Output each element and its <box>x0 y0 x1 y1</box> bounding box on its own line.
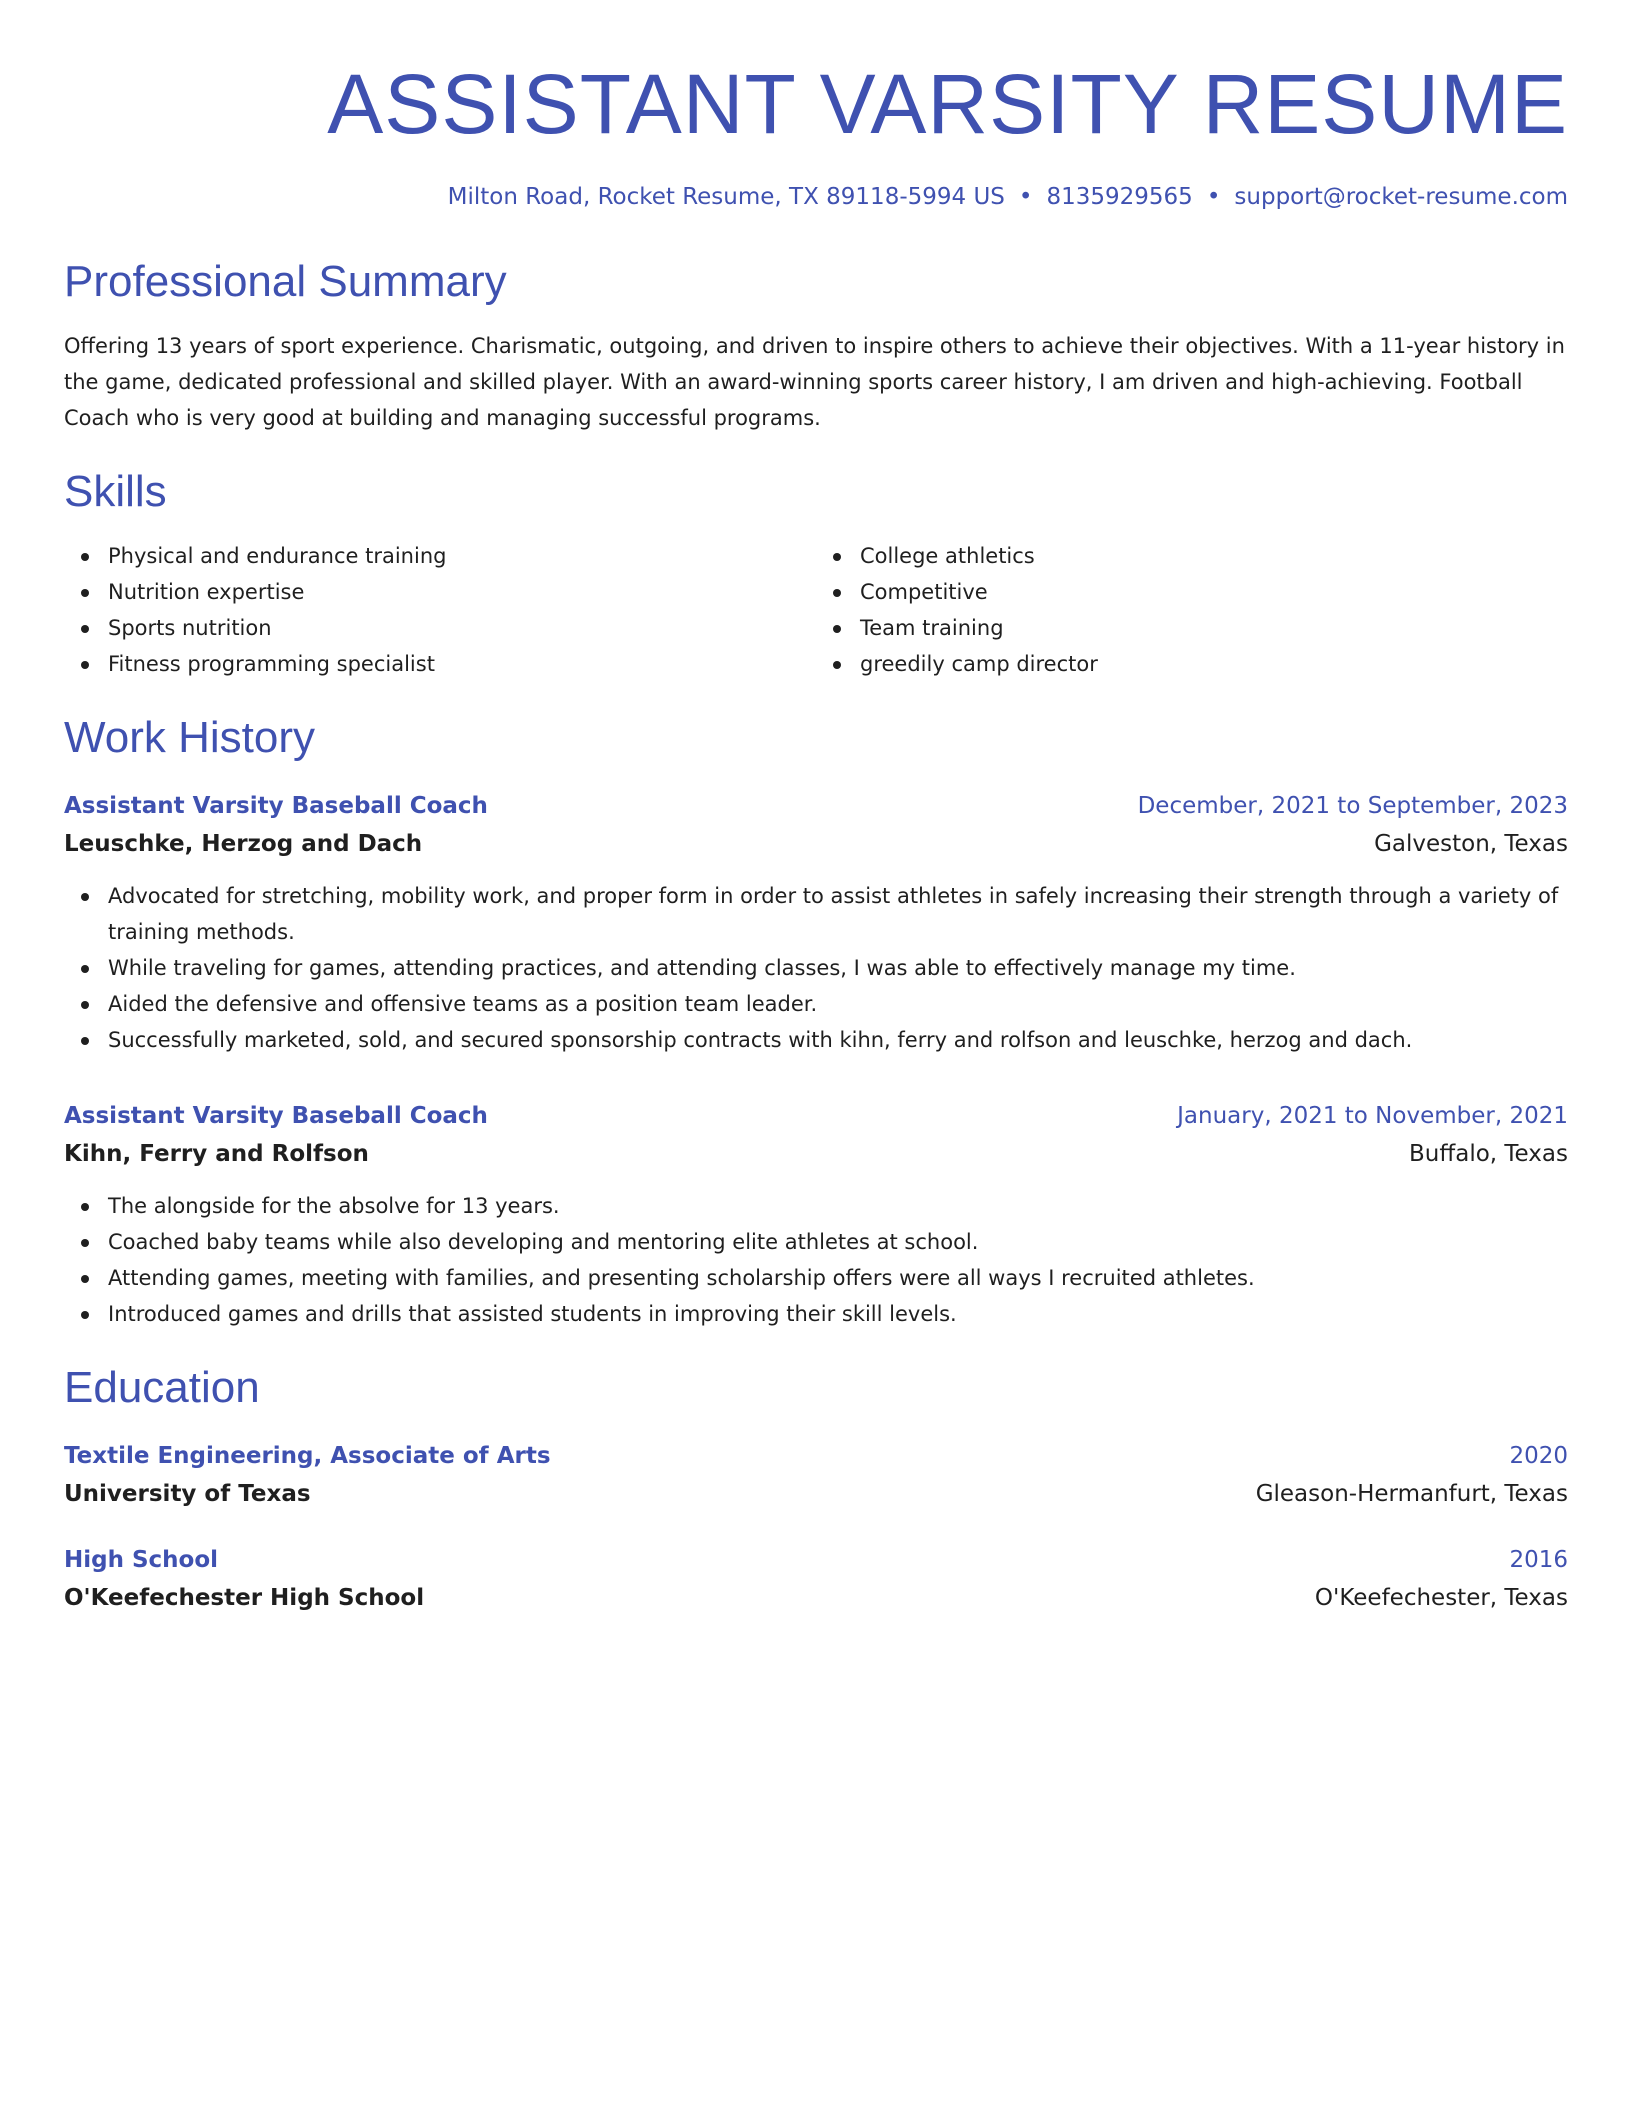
job-bullets <box>64 878 1568 1058</box>
skill-item: Sports nutrition <box>64 610 816 646</box>
education-section <box>64 1362 1568 1618</box>
job-role: Assistant Varsity Baseball Coach <box>64 793 488 819</box>
skills-section <box>64 466 1568 682</box>
section-title: Education <box>64 1363 260 1412</box>
job-bullet: Coached baby teams while also developing and mentoring elite athletes at school. <box>64 1224 1568 1260</box>
education-location: O'Keefechester, Texas <box>1314 1585 1568 1611</box>
section-title: Professional Summary <box>64 257 507 306</box>
job-company-row <box>64 1134 1568 1174</box>
contact-phone[interactable]: 8135929565 <box>1046 184 1193 210</box>
job-company: Kihn, Ferry and Rolfson <box>64 1141 369 1167</box>
summary-text: Offering 13 years of sport experience. Charismatic, outgoing, and driven to inspire others to achieve their objectives. With a 11-year history in the game, dedicated professional and skilled player. With an award-winning sports career history, I am driven and high-achieving. Football Coach who is very good at building and managing successful programs. <box>64 334 1565 430</box>
education-location: Gleason-Hermanfurt, Texas <box>1255 1481 1568 1507</box>
education-school: University of Texas <box>64 1481 311 1507</box>
contact-address: Milton Road, Rocket Resume, TX 89118-5994 US <box>447 184 1005 210</box>
education-year: 2020 <box>1509 1443 1568 1469</box>
skill-item: Fitness programming specialist <box>64 646 816 682</box>
job-bullet: While traveling for games, attending practices, and attending classes, I was able to effectively manage my time. <box>64 950 1568 986</box>
contact-email[interactable]: support@rocket-resume.com <box>1234 184 1568 210</box>
job-company: Leuschke, Herzog and Dach <box>64 831 423 857</box>
skill-item: Physical and endurance training <box>64 538 816 574</box>
professional-summary-section <box>64 256 1568 436</box>
skill-item: greedily camp director <box>816 646 1568 682</box>
contact-line <box>64 182 1568 212</box>
education-year: 2016 <box>1509 1547 1568 1573</box>
job-header-row <box>64 1098 1568 1134</box>
skill-item: Team training <box>816 610 1568 646</box>
job-dates: December, 2021 to September, 2023 <box>1137 793 1568 819</box>
education-entry <box>64 1438 1568 1514</box>
education-school-row <box>64 1474 1568 1514</box>
job-header-row <box>64 788 1568 824</box>
education-header-row <box>64 1542 1568 1578</box>
job-bullet: Advocated for stretching, mobility work, and proper form in order to assist athletes in safely increasing their strength through a variety of training methods. <box>64 878 1568 950</box>
job-bullets <box>64 1188 1568 1332</box>
skill-item: Competitive <box>816 574 1568 610</box>
skill-item: College athletics <box>816 538 1568 574</box>
resume-title: ASSISTANT VARSITY RESUME <box>327 57 1568 151</box>
job-bullet: Attending games, meeting with families, and presenting scholarship offers were all ways I recruited athletes. <box>64 1260 1568 1296</box>
work-history-section <box>64 712 1568 1332</box>
education-entry <box>64 1542 1568 1618</box>
skills-column-right <box>816 538 1568 682</box>
job-bullet: Introduced games and drills that assisted students in improving their skill levels. <box>64 1296 1568 1332</box>
job-bullet: The alongside for the absolve for 13 years. <box>64 1188 1568 1224</box>
contact-separator: • <box>1206 184 1221 210</box>
section-title: Work History <box>64 713 315 762</box>
contact-separator: • <box>1018 184 1033 210</box>
job-dates: January, 2021 to November, 2021 <box>1177 1103 1568 1129</box>
job-location: Galveston, Texas <box>1374 831 1568 857</box>
job-bullet: Aided the defensive and offensive teams as a position team leader. <box>64 986 1568 1022</box>
job-company-row <box>64 824 1568 864</box>
education-header-row <box>64 1438 1568 1474</box>
section-title: Skills <box>64 467 167 516</box>
skills-column-left <box>64 538 816 682</box>
education-school: O'Keefechester High School <box>64 1585 425 1611</box>
education-degree: Textile Engineering, Associate of Arts <box>64 1443 551 1469</box>
education-school-row <box>64 1578 1568 1618</box>
job-location: Buffalo, Texas <box>1409 1141 1568 1167</box>
job-entry <box>64 1098 1568 1332</box>
skills-grid <box>64 538 1568 682</box>
job-bullet: Successfully marketed, sold, and secured sponsorship contracts with kihn, ferry and rolfson and leuschke, herzog and dach. <box>64 1022 1568 1058</box>
education-degree: High School <box>64 1547 219 1573</box>
job-role: Assistant Varsity Baseball Coach <box>64 1103 488 1129</box>
resume-header <box>64 52 1568 212</box>
skill-item: Nutrition expertise <box>64 574 816 610</box>
job-entry <box>64 788 1568 1058</box>
